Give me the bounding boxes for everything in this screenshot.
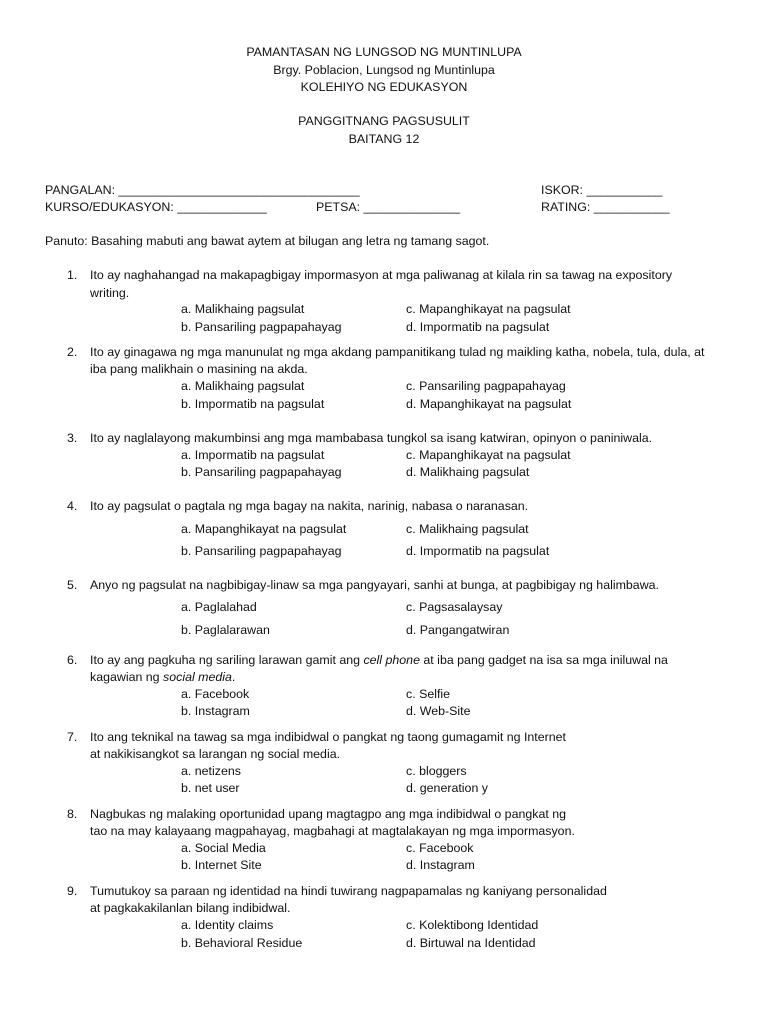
exam-title: PANGGITNANG PAGSUSULIT	[298, 114, 470, 128]
choice-c: c. bloggers	[406, 764, 467, 778]
name-field: PANGALAN: ___________________________________	[45, 183, 360, 197]
question-text: tao na may kalayaang magpahayag, magbahagi at magtalakayan ng mga impormasyon.	[90, 824, 575, 838]
question-number: 7.	[67, 730, 78, 744]
choice-b: b. Instagram	[181, 704, 250, 718]
grade-level: BAITANG 12	[348, 132, 420, 146]
choice-d: d. Pangangatwiran	[406, 623, 510, 637]
question-number: 1.	[67, 268, 78, 282]
question-text: Anyo ng pagsulat na nagbibigay-linaw sa mga pangyayari, sanhi at bunga, at pagbibigay ng halimbawa.	[90, 578, 659, 592]
choice-b: b. Impormatib na pagsulat	[181, 397, 325, 411]
question-text: writing.	[90, 286, 130, 300]
question-text-part: at iba pang gadget na isa sa mga iniluwal na	[419, 653, 668, 667]
question-text: Ito ay ginagawa ng mga manunulat ng mga akdang pampanitikang tulad ng maikling katha, nobela, tula, dula, at	[90, 345, 705, 359]
choice-a: a. Malikhaing pagsulat	[181, 302, 305, 316]
date-field: PETSA: ______________	[316, 200, 460, 214]
university-name: PAMANTASAN NG LUNGSOD NG MUNTINLUPA	[246, 45, 522, 59]
instructions: Panuto: Basahing mabuti ang bawat aytem at bilugan ang letra ng tamang sagot.	[45, 234, 490, 248]
question-text	[90, 670, 235, 685]
choice-a: a. Malikhaing pagsulat	[181, 379, 305, 393]
choice-a: a. Paglalahad	[181, 600, 257, 614]
choice-c: c. Pagsasalaysay	[406, 600, 503, 614]
question-number: 3.	[67, 431, 78, 445]
question-text-emphasis: cell phone	[363, 653, 420, 667]
choice-c: c. Facebook	[406, 841, 474, 855]
choice-d: d. Instagram	[406, 858, 475, 872]
choice-a: a. Social Media	[181, 841, 266, 855]
choice-d: d. Birtuwal na Identidad	[406, 936, 536, 950]
choice-c: c. Mapanghikayat na pagsulat	[406, 448, 571, 462]
choice-b: b. Paglalarawan	[181, 623, 270, 637]
choice-d: d. Mapanghikayat na pagsulat	[406, 397, 572, 411]
question-text: iba pang malikhain o masining na akda.	[90, 362, 308, 376]
question-text: Ito ay naghahangad na makapagbigay impormasyon at mga paliwanag at kilala rin sa tawag na expository	[90, 268, 673, 282]
question-number: 8.	[67, 807, 78, 821]
question-text	[90, 653, 668, 668]
choice-a: a. netizens	[181, 764, 241, 778]
question-number: 6.	[67, 653, 78, 667]
choice-b: b. Pansariling pagpapahayag	[181, 320, 342, 334]
choice-a: a. Identity claims	[181, 918, 274, 932]
question-text: Tumutukoy sa paraan ng identidad na hindi tuwirang nagpapamalas ng kaniyang personalidad	[90, 884, 607, 898]
question-text: Ito ay pagsulat o pagtala ng mga bagay na nakita, narinig, nabasa o naranasan.	[90, 499, 529, 513]
choice-d: d. generation y	[406, 781, 488, 795]
choice-c: c. Malikhaing pagsulat	[406, 522, 529, 536]
question-number: 4.	[67, 499, 78, 513]
choice-b: b. Pansariling pagpapahayag	[181, 465, 342, 479]
choice-d: d. Impormatib na pagsulat	[406, 320, 550, 334]
question-text: Nagbukas ng malaking oportunidad upang magtagpo ang mga indibidwal o pangkat ng	[90, 807, 567, 821]
choice-b: b. Pansariling pagpapahayag	[181, 544, 342, 558]
question-text: at nakikisangkot sa larangan ng social media.	[90, 747, 341, 761]
choice-b: b. Behavioral Residue	[181, 936, 303, 950]
question-number: 2.	[67, 345, 78, 359]
choice-c: c. Kolektibong Identidad	[406, 918, 539, 932]
university-address: Brgy. Poblacion, Lungsod ng Muntinlupa	[273, 63, 495, 77]
question-text-part: .	[231, 670, 236, 684]
choice-a: a. Facebook	[181, 687, 250, 701]
choice-b: b. Internet Site	[181, 858, 262, 872]
question-text-part: kagawian ng	[90, 670, 164, 684]
college-name: KOLEHIYO NG EDUKASYON	[300, 80, 468, 94]
rating-field: RATING: ___________	[541, 200, 670, 214]
choice-c: c. Pansariling pagpapahayag	[406, 379, 566, 393]
question-text-emphasis: social media	[163, 670, 232, 684]
question-text: Ito ang teknikal na tawag sa mga indibidwal o pangkat ng taong gumagamit ng Internet	[90, 730, 566, 744]
choice-d: d. Web-Site	[406, 704, 471, 718]
question-text: Ito ay naglalayong makumbinsi ang mga mambabasa tungkol sa isang katwiran, opinyon o paniniwala.	[90, 431, 653, 445]
course-field: KURSO/EDUKASYON: _____________	[45, 200, 267, 214]
choice-c: c. Mapanghikayat na pagsulat	[406, 302, 571, 316]
choice-d: d. Malikhaing pagsulat	[406, 465, 530, 479]
choice-d: d. Impormatib na pagsulat	[406, 544, 550, 558]
question-text-part: Ito ay ang pagkuha ng sariling larawan gamit ang	[90, 653, 364, 667]
choice-a: a. Mapanghikayat na pagsulat	[181, 522, 347, 536]
score-field: ISKOR: ___________	[541, 183, 663, 197]
question-number: 9.	[67, 884, 78, 898]
question-number: 5.	[67, 578, 78, 592]
choice-a: a. Impormatib na pagsulat	[181, 448, 325, 462]
choice-c: c. Selfie	[406, 687, 451, 701]
question-text: at pagkakakilanlan bilang indibidwal.	[90, 901, 291, 915]
choice-b: b. net user	[181, 781, 240, 795]
